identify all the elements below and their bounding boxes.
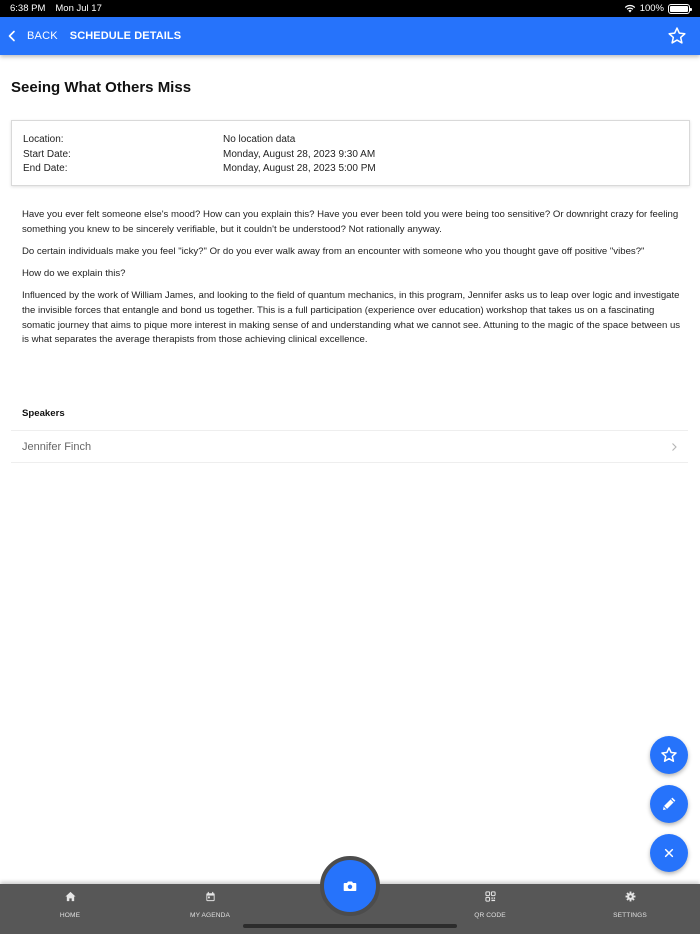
info-label: Location: <box>23 134 64 145</box>
tab-settings[interactable] <box>560 884 700 934</box>
info-label: Start Date: <box>23 148 71 160</box>
info-row-end-date <box>23 162 678 177</box>
back-label: BACK <box>27 30 58 42</box>
edit-fab-button[interactable] <box>650 785 688 823</box>
info-value: Monday, August 28, 2023 9:30 AM <box>223 148 376 160</box>
status-date: Mon Jul 17 <box>55 3 102 14</box>
info-value: Monday, August 28, 2023 5:00 PM <box>223 163 376 174</box>
page-header-title: SCHEDULE DETAILS <box>69 30 182 42</box>
nav-bar <box>0 17 700 55</box>
session-info-card <box>11 120 690 186</box>
description-paragraph: Have you ever felt someone else's mood? How can you explain this? Have you ever been told you were being too sensitive? Or downright crazy for feeling something you knew to be sincerely verifiable, but it couldn't be understood? Not rationally anyway. <box>22 209 679 235</box>
favorite-fab-button[interactable] <box>650 736 688 774</box>
speakers-heading: Speakers <box>22 408 65 419</box>
description-paragraph: How do we explain this? <box>22 268 126 280</box>
qr-code-icon <box>485 891 496 902</box>
info-row-location <box>23 133 678 148</box>
favorite-star-icon[interactable] <box>667 26 687 46</box>
speaker-name: Jennifer Finch <box>22 440 92 453</box>
tab-label: QR CODE <box>474 912 506 919</box>
description-paragraph: Do certain individuals make you feel "icky?" Or do you ever walk away from an encounter with someone who you thought gave off positive "vibes?" <box>22 245 645 257</box>
tab-label: HOME <box>59 912 81 919</box>
back-button[interactable] <box>0 30 58 42</box>
battery-icon <box>668 4 690 14</box>
camera-icon <box>343 880 357 892</box>
close-fab-button[interactable] <box>650 834 688 872</box>
speaker-list-item[interactable] <box>11 431 688 463</box>
wifi-icon <box>624 4 636 13</box>
calendar-icon <box>205 891 216 902</box>
tab-home[interactable] <box>0 884 140 934</box>
close-icon <box>660 844 678 862</box>
home-indicator[interactable] <box>243 924 457 928</box>
info-label: End Date: <box>23 163 68 174</box>
status-bar <box>0 0 700 17</box>
status-time: 6:38 PM <box>10 3 46 14</box>
session-title: Seeing What Others Miss <box>11 79 192 96</box>
pencil-icon <box>660 795 678 813</box>
battery-percent: 100% <box>639 3 664 14</box>
session-description <box>22 208 682 356</box>
star-icon <box>660 746 678 764</box>
description-paragraph: Influenced by the work of William James, and looking to the field of quantum mechanics, in this program, Jennifer asks us to leap over logic and investigate the invisible forces that entangle and bond us together. This is a full participation (experience over education) workshop that takes us on a fascinating somatic journey that aims to pique more interest in making sense of and understanding what we cannot see. Attuning to the magic of the space between us is what separates the average therapists from those achieving clinical excellence. <box>22 290 681 346</box>
chevron-right-icon <box>670 442 678 452</box>
gear-icon <box>625 891 636 902</box>
chevron-left-icon <box>7 30 17 42</box>
speakers-list <box>11 430 688 463</box>
camera-scan-button[interactable] <box>320 856 380 916</box>
tab-label: SETTINGS <box>613 912 647 919</box>
info-value: No location data <box>223 134 296 145</box>
home-icon <box>65 891 76 902</box>
info-row-start-date <box>23 148 678 163</box>
tab-label: MY AGENDA <box>190 912 230 919</box>
